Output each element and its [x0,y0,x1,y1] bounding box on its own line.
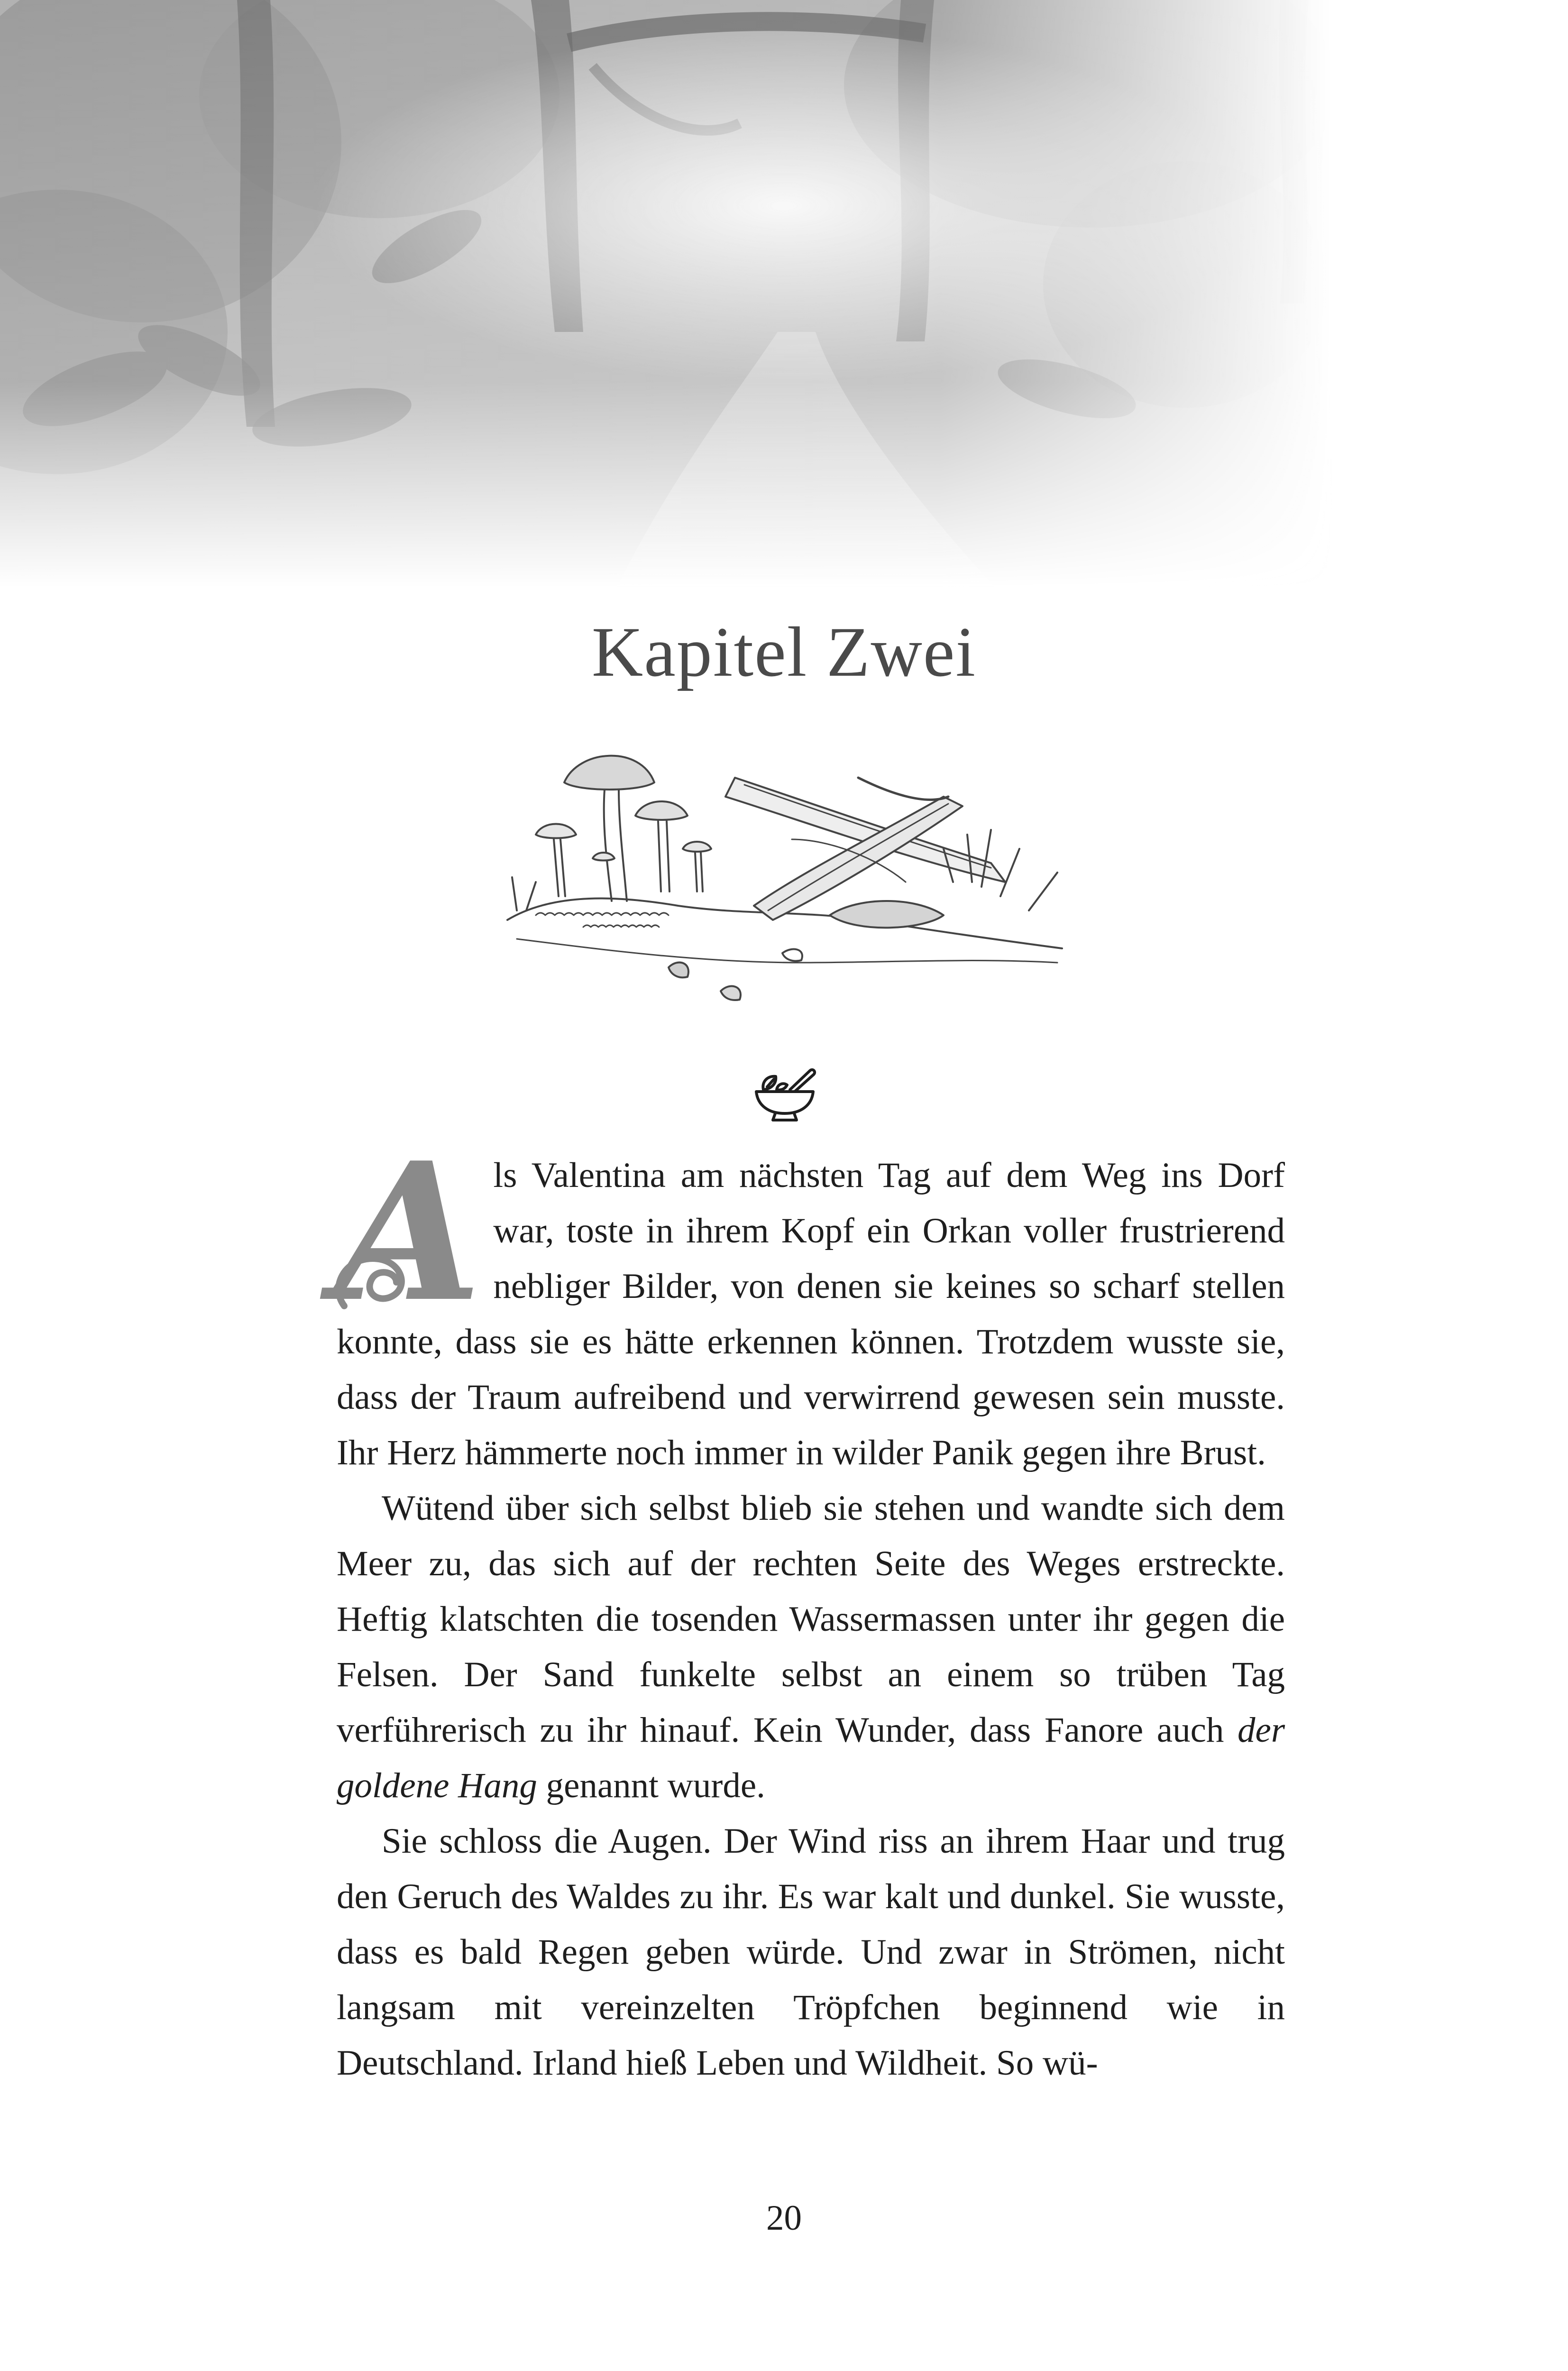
chapter-title: Kapitel Zwei [591,613,977,691]
chapter-body-text [335,1121,1285,2091]
paragraph-2-text: Wütend über sich selbst blieb sie stehen und wandte sich dem Meer zu, das sich auf der rechten Seite des Weges erstreckte. Heftig klatschten die tosenden Wassermassen unter ihr gegen die Felsen. Der Sand funkelte selbst an einem so trüben Tag verführerisch zu ihr hinauf. Kein Wunder, dass [337,1489,1285,1750]
misty-forest-illustration [0,0,1568,588]
mushrooms-and-logs-illustration [498,740,1076,1005]
paragraph-1 [335,1121,1285,1480]
paragraph-2-end: genannt wurde. [546,1766,765,1805]
paragraph-3 [337,1813,1285,2091]
paragraph-1-text: ls Valentina am nächsten Tag auf dem Weg ins Dorf war, toste in ihrem Kopf ein Orkan voller frustrierend nebliger Bilder, von denen sie keines so scharf stellen konnte, dass sie es hätte erkennen können. Trotzdem wusste sie, dass der Traum aufreibend und verwirrend gewesen sein musste. Ihr Herz hämmerte noch immer in wilder Panik gegen ihre Brust. [337,1156,1285,1472]
mortar-and-pestle-icon [749,1062,820,1124]
paragraph-2-fanore: Fanore auch [1044,1710,1224,1750]
paragraph-2-italic-phrase: der goldene Hang [337,1710,1285,1805]
paragraph-2 [337,1480,1285,1813]
paragraph-3-text: Sie schloss die Augen. Der Wind riss an ihrem Haar und trug den Geruch des Waldes zu ihr. Es war kalt und dunkel. Sie wusste, dass es bald Regen geben würde. Und zwar in Strömen, nicht langsam mit vereinzelten Tröpfchen beginnend wie in Deutschland. Irland hieß Leben und Wildheit. So wü- [337,1821,1285,2083]
drop-cap-initial: A [335,1154,482,1311]
page-number: 20 [766,2198,802,2238]
